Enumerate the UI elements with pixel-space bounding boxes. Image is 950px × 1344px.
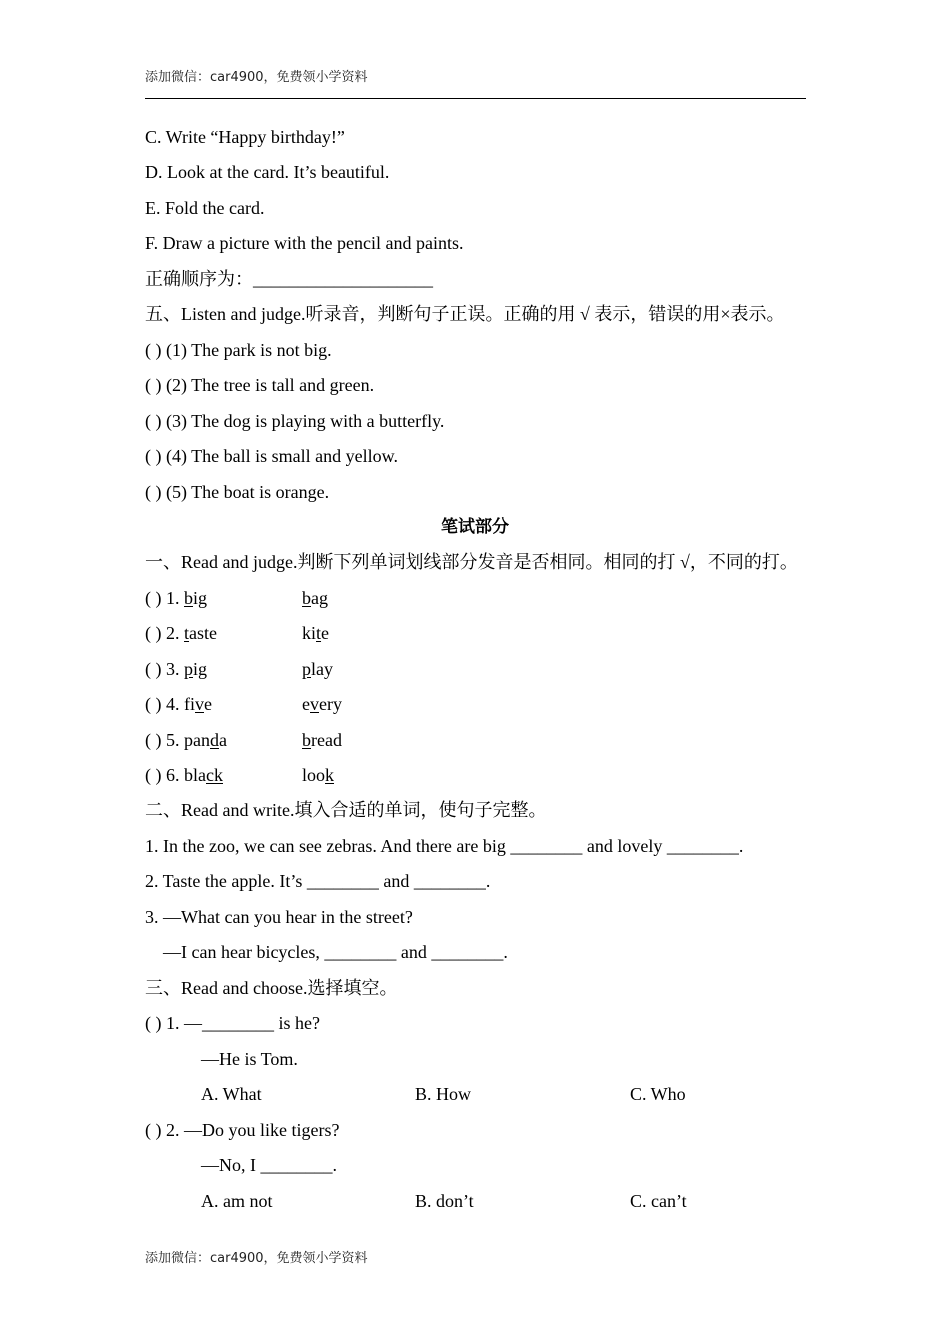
part3-title: 三、Read and choose.选择填空。 bbox=[145, 978, 398, 998]
part2-question-3-answer: —I can hear bicycles, ________ and ________. bbox=[163, 942, 508, 962]
header-rule bbox=[145, 98, 806, 99]
step-e: E. Fold the card. bbox=[145, 198, 265, 218]
pair-prefix: ( ) 5. bbox=[145, 730, 184, 750]
pair-prefix: ( ) 6. bbox=[145, 765, 184, 785]
part3-question-2-dialogue: —No, I ________. bbox=[201, 1155, 337, 1175]
compare-word: kite bbox=[302, 623, 330, 643]
part3-question-1-options bbox=[201, 1083, 686, 1105]
word-pair-row: ( ) 2. taste kite bbox=[145, 623, 330, 643]
pair-prefix: ( ) 4. bbox=[145, 694, 184, 714]
underlined-letters: d bbox=[210, 730, 219, 750]
part3-question-1-dialogue: —He is Tom. bbox=[201, 1049, 298, 1069]
judge-item-5: ( ) (5) The boat is orange. bbox=[145, 482, 330, 502]
judge-item-4: ( ) (4) The ball is small and yellow. bbox=[145, 446, 398, 466]
step-d: D. Look at the card. It’s beautiful. bbox=[145, 162, 390, 182]
option-b: B. don’t bbox=[415, 1191, 474, 1211]
compare-word: every bbox=[302, 694, 342, 714]
word-pair-row: ( ) 1. big bag bbox=[145, 588, 328, 608]
pair-prefix: ( ) 2. bbox=[145, 623, 184, 643]
pair-prefix: ( ) 3. bbox=[145, 659, 184, 679]
part2-title: 二、Read and write.填入合适的单词，使句子完整。 bbox=[145, 800, 547, 820]
word-pair-row: ( ) 5. panda bread bbox=[145, 730, 342, 750]
part2-question-1: 1. In the zoo, we can see zebras. And there are big ________ and lovely ________. bbox=[145, 836, 744, 856]
part3-question-2-options bbox=[201, 1190, 687, 1212]
underlined-letters: b bbox=[184, 588, 193, 608]
option-c: C. Who bbox=[630, 1084, 686, 1104]
word-pair-row: ( ) 3. pig play bbox=[145, 659, 333, 679]
underlined-letters: v bbox=[310, 694, 319, 714]
compare-word: bread bbox=[302, 730, 342, 750]
option-b: B. How bbox=[415, 1084, 472, 1104]
part3-question-1: ( ) 1. —________ is he? bbox=[145, 1013, 320, 1033]
option-a: A. am not bbox=[201, 1191, 273, 1211]
underlined-letters: p bbox=[302, 659, 311, 679]
step-f: F. Draw a picture with the pencil and paints. bbox=[145, 233, 464, 253]
judge-item-1: ( ) (1) The park is not big. bbox=[145, 340, 332, 360]
underlined-letters: b bbox=[302, 730, 311, 750]
underlined-letters: b bbox=[302, 588, 311, 608]
part2-question-3: 3. —What can you hear in the street? bbox=[145, 907, 413, 927]
part2-question-2: 2. Taste the apple. It’s ________ and ________. bbox=[145, 871, 491, 891]
pair-prefix: ( ) 1. bbox=[145, 588, 184, 608]
word-pair-row: ( ) 4. five every bbox=[145, 694, 342, 714]
compare-word: bag bbox=[302, 588, 328, 608]
underlined-letters: k bbox=[325, 765, 335, 785]
written-part-title: 笔试部分 bbox=[441, 517, 509, 536]
part3-question-2: ( ) 2. —Do you like tigers? bbox=[145, 1120, 340, 1140]
order-answer-line: 正确顺序为：____________________ bbox=[145, 269, 433, 289]
option-c: C. can’t bbox=[630, 1191, 687, 1211]
underlined-letters: ck bbox=[206, 765, 223, 785]
word-pair-row: ( ) 6. black look bbox=[145, 765, 335, 785]
underlined-letters: t bbox=[184, 623, 190, 643]
compare-word: look bbox=[302, 765, 335, 785]
step-c: C. Write “Happy birthday!” bbox=[145, 127, 345, 147]
section5-title: 五、Listen and judge.听录音，判断句子正误。正确的用 √ 表示，错误的用×表示。 bbox=[145, 304, 785, 324]
option-a: A. What bbox=[201, 1084, 262, 1104]
underlined-letters: t bbox=[316, 623, 322, 643]
judge-item-3: ( ) (3) The dog is playing with a butterfly. bbox=[145, 411, 445, 431]
page-header: 添加微信：car4900，免费领小学资料 bbox=[145, 70, 368, 85]
part1-title: 一、Read and judge.判断下列单词划线部分发音是否相同。相同的打 √，不同的打。 bbox=[145, 552, 798, 572]
compare-word: play bbox=[302, 659, 333, 679]
underlined-letters: p bbox=[184, 659, 193, 679]
underlined-letters: v bbox=[195, 694, 204, 714]
page-footer: 添加微信：car4900，免费领小学资料 bbox=[145, 1251, 368, 1266]
judge-item-2: ( ) (2) The tree is tall and green. bbox=[145, 375, 375, 395]
